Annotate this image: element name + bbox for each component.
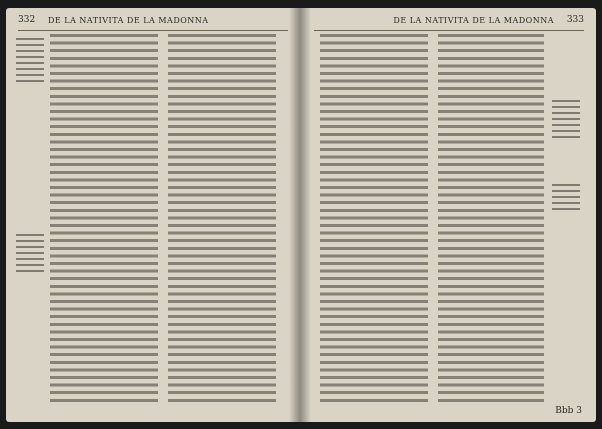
right-text-column-1 xyxy=(320,34,428,404)
right-text-column-2 xyxy=(438,34,544,404)
right-marginal-note xyxy=(552,184,580,210)
signature-mark: Bbb 3 xyxy=(555,406,582,416)
left-page-number: 332 xyxy=(18,15,36,25)
left-marginal-note xyxy=(16,38,44,86)
left-page xyxy=(6,8,302,422)
right-running-head xyxy=(314,16,584,28)
right-running-head-text: DE LA NATIVITA DE LA MADONNA xyxy=(393,16,554,25)
left-text-column-2 xyxy=(168,34,276,404)
right-header-rule xyxy=(314,30,584,31)
right-page xyxy=(300,8,596,422)
left-running-head xyxy=(18,16,288,28)
left-running-head-text: DE LA NATIVITA DE LA MADONNA xyxy=(48,16,209,25)
left-marginal-note xyxy=(16,234,44,274)
left-text-column-1 xyxy=(50,34,158,404)
left-header-rule xyxy=(18,30,288,31)
book-spread xyxy=(6,8,596,422)
right-marginal-note xyxy=(552,100,580,140)
right-page-number: 333 xyxy=(566,15,584,25)
